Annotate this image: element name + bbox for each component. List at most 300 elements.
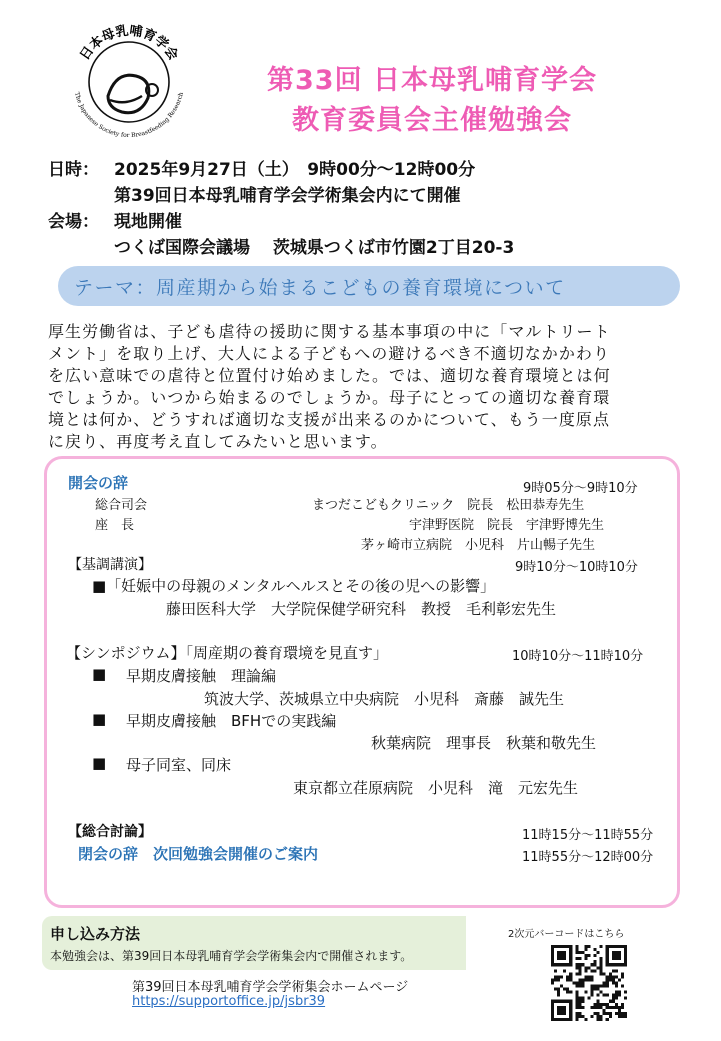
qr-module	[615, 994, 618, 997]
qr-module	[563, 1018, 566, 1021]
qr-module	[612, 969, 615, 972]
qr-module	[624, 963, 627, 966]
qr-module	[575, 948, 578, 951]
qr-module	[624, 1015, 627, 1018]
qr-module	[581, 981, 584, 984]
qr-module	[581, 985, 584, 988]
qr-module	[600, 957, 603, 960]
qr-module	[597, 1000, 600, 1003]
qr-module	[597, 1006, 600, 1009]
keynote-speaker: 藤田医科大学 大学院保健学研究科 教授 毛利彰宏先生	[166, 600, 557, 618]
symposium-topic-2: 早期皮膚接触 BFHでの実践編	[126, 712, 337, 730]
qr-module	[563, 988, 566, 991]
qr-module	[578, 997, 581, 1000]
qr-module	[615, 957, 618, 960]
qr-module	[578, 1012, 581, 1015]
qr-module	[615, 985, 618, 988]
qr-module	[606, 994, 609, 997]
qr-module	[551, 1015, 554, 1018]
qr-module	[606, 1012, 609, 1015]
qr-module	[551, 1009, 554, 1012]
qr-module	[600, 960, 603, 963]
qr-module	[615, 954, 618, 957]
qr-module	[575, 957, 578, 960]
qr-module	[575, 981, 578, 984]
qr-module	[578, 969, 581, 972]
qr-module	[600, 1018, 603, 1021]
symposium-time: 10時10分～11時10分	[512, 649, 644, 664]
qr-module	[584, 945, 587, 948]
qr-module	[606, 1006, 609, 1009]
qr-module	[551, 1018, 554, 1021]
logo-name-en: The Japanese Society for Breastfeeding Research	[73, 91, 185, 139]
intro-line-5: 境とは何か、どうすれば適切な支援が出来るのかについて、もう一度原点	[48, 410, 611, 429]
qr-module	[618, 957, 621, 960]
qr-module	[618, 991, 621, 994]
application-box	[42, 916, 466, 970]
qr-module	[578, 963, 581, 966]
symposium-bullet-2: ■	[92, 710, 107, 728]
venue-place: つくば国際会議場 茨城県つくば市竹園2丁目20-3	[114, 238, 515, 258]
qr-module	[624, 1012, 627, 1015]
qr-module	[618, 945, 621, 948]
qr-module	[569, 1003, 572, 1006]
venue-label: 会場：	[48, 212, 99, 232]
qr-module	[554, 945, 557, 948]
qr-module	[618, 1009, 621, 1012]
symposium-speaker-1: 筑波大学、茨城県立中央病院 小児科 斎藤 誠先生	[204, 690, 565, 708]
qr-module	[606, 981, 609, 984]
qr-module	[584, 966, 587, 969]
qr-module	[600, 972, 603, 975]
qr-module	[575, 945, 578, 948]
qr-module	[581, 978, 584, 981]
symposium-topic-1: 早期皮膚接触 理論編	[126, 667, 277, 685]
qr-module	[557, 1012, 560, 1015]
qr-module	[557, 975, 560, 978]
qr-module	[612, 951, 615, 954]
intro-line-3: を広い意味での虐待と位置付け始めました。では、適切な養育環境とは何	[48, 366, 611, 385]
symposium-speaker-3: 東京都立荏原病院 小児科 滝 元宏先生	[293, 779, 579, 797]
qr-module	[575, 951, 578, 954]
qr-module	[612, 945, 615, 948]
closing-label: 閉会の辞 次回勉強会開催のご案内	[78, 845, 319, 863]
qr-module	[606, 985, 609, 988]
homepage-label: 第39回日本母乳哺育学会学術集会ホームページ	[132, 980, 409, 995]
logo-name-jp: 日本母乳哺育学会	[77, 23, 181, 64]
qr-module	[615, 991, 618, 994]
qr-module	[612, 957, 615, 960]
qr-module	[597, 951, 600, 954]
qr-module	[557, 1006, 560, 1009]
qr-module	[594, 988, 597, 991]
qr-module	[566, 975, 569, 978]
qr-module	[618, 1006, 621, 1009]
qr-module	[594, 985, 597, 988]
qr-module	[560, 1018, 563, 1021]
qr-module	[575, 991, 578, 994]
qr-module	[578, 957, 581, 960]
qr-module	[600, 945, 603, 948]
qr-module	[557, 978, 560, 981]
qr-module	[569, 957, 572, 960]
qr-module	[600, 1015, 603, 1018]
qr-module	[624, 954, 627, 957]
qr-module	[606, 948, 609, 951]
qr-module	[569, 951, 572, 954]
qr-module	[624, 951, 627, 954]
qr-module	[600, 963, 603, 966]
qr-module	[557, 957, 560, 960]
qr-module	[569, 1000, 572, 1003]
qr-module	[578, 1006, 581, 1009]
qr-module	[551, 945, 554, 948]
qr-module	[618, 994, 621, 997]
intro-line-1: 厚生労働省は、子ども虐待の援助に関する基本事項の中に「マルトリート	[48, 322, 611, 341]
qr-module	[587, 978, 590, 981]
qr-module	[591, 978, 594, 981]
qr-code[interactable]	[551, 945, 627, 1021]
qr-module	[569, 1018, 572, 1021]
qr-module	[597, 1018, 600, 1021]
qr-module	[594, 969, 597, 972]
qr-module	[578, 985, 581, 988]
qr-module	[569, 978, 572, 981]
qr-module	[569, 1009, 572, 1012]
qr-module	[575, 985, 578, 988]
qr-module	[554, 969, 557, 972]
qr-module	[560, 1000, 563, 1003]
qr-module	[587, 954, 590, 957]
qr-module	[597, 994, 600, 997]
qr-module	[566, 978, 569, 981]
qr-module	[603, 1012, 606, 1015]
qr-module	[591, 963, 594, 966]
qr-module	[560, 951, 563, 954]
qr-module	[578, 1000, 581, 1003]
qr-module	[575, 963, 578, 966]
qr-module	[615, 951, 618, 954]
qr-module	[609, 972, 612, 975]
qr-module	[560, 963, 563, 966]
qr-module	[557, 945, 560, 948]
qr-module	[566, 1018, 569, 1021]
qr-module	[581, 951, 584, 954]
qr-module	[621, 1003, 624, 1006]
qr-module	[609, 1012, 612, 1015]
qr-module	[624, 960, 627, 963]
qr-module	[618, 963, 621, 966]
qr-module	[594, 963, 597, 966]
qr-module	[584, 969, 587, 972]
qr-module	[551, 954, 554, 957]
qr-module	[615, 945, 618, 948]
qr-module	[618, 978, 621, 981]
qr-module	[575, 1003, 578, 1006]
symposium-label: 【シンポジウム】「周産期の養育環境を見直す」	[66, 644, 388, 662]
qr-module	[584, 975, 587, 978]
qr-module	[578, 1015, 581, 1018]
qr-module	[569, 972, 572, 975]
qr-module	[566, 988, 569, 991]
qr-module	[575, 1015, 578, 1018]
qr-module	[560, 954, 563, 957]
intro-line-4: でしょうか。いつから始まるのでしょうか。母子にとっての適切な養育環	[48, 388, 611, 407]
qr-module	[597, 1012, 600, 1015]
qr-module	[615, 975, 618, 978]
qr-module	[569, 1012, 572, 1015]
qr-module	[621, 975, 624, 978]
qr-module	[606, 978, 609, 981]
qr-module	[560, 945, 563, 948]
qr-module	[597, 1015, 600, 1018]
qr-module	[624, 948, 627, 951]
qr-module	[578, 966, 581, 969]
date-value: 2025年9月27日（土） 9時00分～12時00分	[114, 160, 476, 180]
intro-line-6: に戻り、再度考え直してみたいと思います。	[48, 432, 388, 451]
qr-module	[600, 985, 603, 988]
title-line1: 第33回 日本母乳哺育学会	[267, 65, 597, 96]
title-line2: 教育委員会主催勉強会	[292, 105, 572, 136]
qr-module	[594, 1003, 597, 1006]
qr-module	[591, 994, 594, 997]
qr-module	[587, 966, 590, 969]
qr-module	[606, 954, 609, 957]
qr-module	[578, 951, 581, 954]
qr-module	[554, 978, 557, 981]
keynote-topic: ■「妊娠中の母親のメンタルヘルスとその後の児への影響」	[92, 577, 496, 595]
qr-module	[581, 963, 584, 966]
qr-module	[606, 957, 609, 960]
qr-module	[575, 972, 578, 975]
qr-module	[551, 960, 554, 963]
qr-module	[560, 975, 563, 978]
qr-module	[609, 1015, 612, 1018]
qr-module	[575, 994, 578, 997]
qr-module	[578, 978, 581, 981]
qr-module	[606, 1003, 609, 1006]
qr-module	[594, 1006, 597, 1009]
application-text: 本勉強会は、第39回日本母乳哺育学会学術集会内で開催されます。	[50, 949, 413, 963]
qr-module	[591, 988, 594, 991]
date-note: 第39回日本母乳哺育学会学術集会内にて開催	[114, 186, 461, 206]
qr-module	[624, 945, 627, 948]
qr-module	[615, 1012, 618, 1015]
qr-module	[560, 985, 563, 988]
qr-module	[551, 1006, 554, 1009]
qr-label: 2次元バーコードはこちら	[508, 929, 625, 940]
qr-module	[621, 1006, 624, 1009]
mc-role: 総合司会	[95, 498, 148, 513]
qr-module	[578, 972, 581, 975]
qr-module	[612, 997, 615, 1000]
qr-module	[612, 1000, 615, 1003]
qr-module	[609, 975, 612, 978]
qr-module	[557, 1000, 560, 1003]
qr-module	[603, 1009, 606, 1012]
qr-module	[557, 951, 560, 954]
qr-module	[560, 957, 563, 960]
qr-module	[591, 1015, 594, 1018]
qr-module	[569, 991, 572, 994]
qr-module	[612, 994, 615, 997]
qr-module	[557, 1018, 560, 1021]
qr-module	[569, 975, 572, 978]
qr-module	[563, 951, 566, 954]
qr-module	[563, 1009, 566, 1012]
qr-module	[563, 957, 566, 960]
qr-module	[566, 945, 569, 948]
qr-module	[606, 1018, 609, 1021]
qr-module	[581, 1006, 584, 1009]
symposium-speaker-2: 秋葉病院 理事長 秋葉和敬先生	[371, 734, 597, 752]
qr-module	[594, 948, 597, 951]
qr-module	[557, 963, 560, 966]
qr-module	[569, 948, 572, 951]
qr-module	[609, 945, 612, 948]
qr-module	[554, 963, 557, 966]
qr-module	[584, 1018, 587, 1021]
qr-module	[624, 991, 627, 994]
qr-module	[575, 997, 578, 1000]
qr-module	[594, 1012, 597, 1015]
qr-module	[621, 985, 624, 988]
keynote-time: 9時10分～10時10分	[515, 560, 638, 575]
qr-module	[618, 951, 621, 954]
qr-module	[551, 978, 554, 981]
qr-module	[554, 1000, 557, 1003]
qr-module	[597, 988, 600, 991]
qr-module	[618, 1012, 621, 1015]
qr-module	[615, 997, 618, 1000]
qr-module	[569, 963, 572, 966]
qr-module	[615, 969, 618, 972]
symposium-topic-3: 母子同室、同床	[126, 756, 232, 774]
qr-module	[554, 1018, 557, 1021]
qr-module	[551, 1003, 554, 1006]
qr-module	[591, 991, 594, 994]
qr-module	[584, 991, 587, 994]
qr-module	[612, 954, 615, 957]
qr-module	[609, 963, 612, 966]
qr-module	[563, 1012, 566, 1015]
qr-module	[575, 1006, 578, 1009]
qr-module	[621, 1012, 624, 1015]
qr-module	[594, 954, 597, 957]
qr-module	[563, 969, 566, 972]
qr-module	[557, 994, 560, 997]
theme-text: テーマ：周産期から始まるこどもの養育環境について	[74, 277, 566, 299]
qr-module	[600, 969, 603, 972]
venue-value: 現地開催	[114, 212, 182, 232]
discussion-time: 11時15分～11時55分	[522, 828, 654, 843]
qr-module	[557, 988, 560, 991]
qr-module	[624, 997, 627, 1000]
qr-module	[551, 981, 554, 984]
qr-module	[621, 945, 624, 948]
qr-module	[566, 991, 569, 994]
qr-module	[575, 1018, 578, 1021]
discussion-label: 【総合討論】	[68, 824, 152, 840]
qr-module	[591, 1006, 594, 1009]
qr-module	[575, 966, 578, 969]
qr-module	[560, 1012, 563, 1015]
qr-module	[594, 960, 597, 963]
qr-module	[569, 945, 572, 948]
qr-module	[557, 991, 560, 994]
mc-person: まつだこどもクリニック 院長 松田恭寿先生	[312, 498, 585, 513]
qr-module	[621, 972, 624, 975]
opening-label: 開会の辞	[68, 474, 129, 492]
qr-module	[600, 966, 603, 969]
qr-module	[569, 1015, 572, 1018]
qr-module	[591, 975, 594, 978]
qr-module	[551, 951, 554, 954]
qr-module	[591, 985, 594, 988]
qr-module	[563, 963, 566, 966]
chair-role: 座 長	[95, 518, 135, 533]
intro-line-2: メント」を取り上げ、大人による子どもへの避けるべき不適切なかかわり	[48, 344, 611, 363]
qr-module	[609, 1000, 612, 1003]
qr-module	[597, 1003, 600, 1006]
qr-module	[612, 963, 615, 966]
qr-module	[606, 951, 609, 954]
qr-module	[584, 978, 587, 981]
qr-module	[587, 997, 590, 1000]
qr-module	[560, 1006, 563, 1009]
qr-module	[569, 954, 572, 957]
qr-module	[600, 1006, 603, 1009]
qr-module	[612, 1006, 615, 1009]
qr-module	[551, 957, 554, 960]
qr-module	[591, 969, 594, 972]
qr-module	[603, 985, 606, 988]
homepage-link[interactable]: https://supportoffice.jp/jsbr39	[132, 994, 326, 1009]
qr-module	[606, 975, 609, 978]
qr-module	[575, 1000, 578, 1003]
qr-module	[569, 960, 572, 963]
qr-module	[563, 954, 566, 957]
qr-module	[612, 981, 615, 984]
qr-module	[557, 954, 560, 957]
qr-module	[581, 1015, 584, 1018]
qr-module	[615, 981, 618, 984]
qr-module	[563, 945, 566, 948]
keynote-label: 【基調講演】	[68, 557, 152, 573]
qr-module	[578, 1003, 581, 1006]
qr-module	[618, 954, 621, 957]
qr-module	[557, 1009, 560, 1012]
qr-module	[624, 957, 627, 960]
qr-module	[612, 978, 615, 981]
qr-module	[563, 1006, 566, 1009]
chair-2: 茅ヶ崎市立病院 小児科 片山暢子先生	[361, 538, 596, 553]
svg-text:The Japanese Society for Breas	[73, 91, 185, 139]
society-logo	[64, 16, 194, 148]
qr-module	[572, 981, 575, 984]
qr-module	[566, 963, 569, 966]
qr-module	[600, 1003, 603, 1006]
qr-module	[609, 1006, 612, 1009]
qr-module	[551, 963, 554, 966]
symposium-bullet-3: ■	[92, 754, 107, 772]
qr-module	[603, 981, 606, 984]
qr-module	[551, 1000, 554, 1003]
qr-module	[551, 948, 554, 951]
qr-module	[609, 978, 612, 981]
qr-module	[597, 966, 600, 969]
qr-module	[603, 972, 606, 975]
